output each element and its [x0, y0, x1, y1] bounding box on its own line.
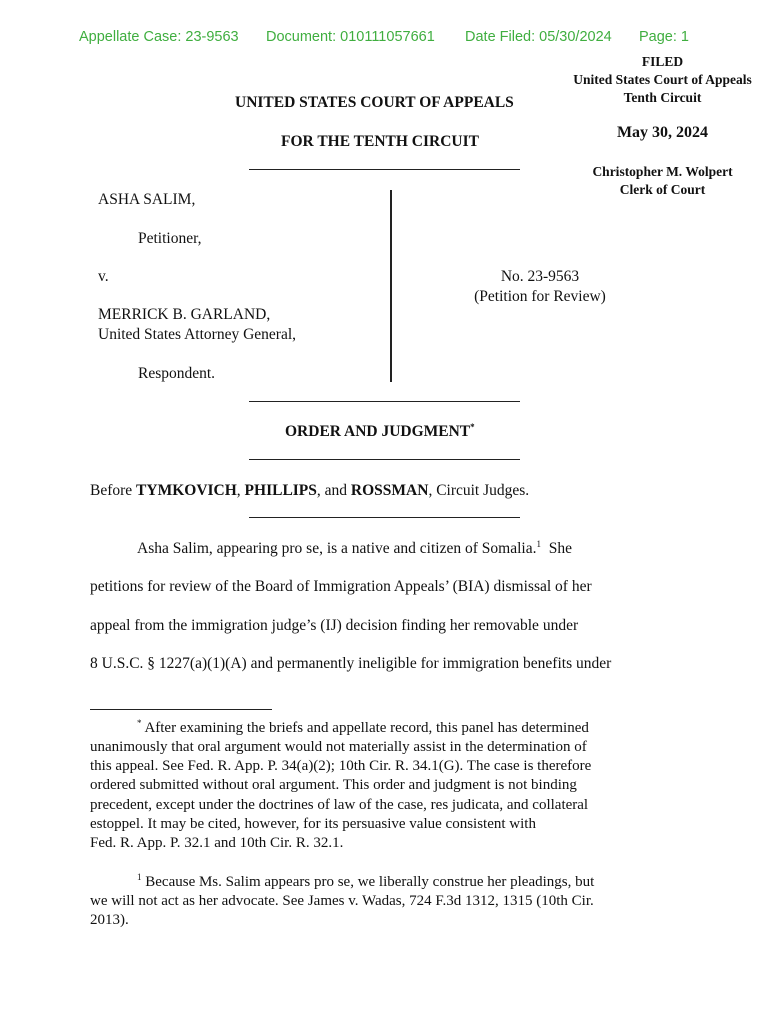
- body-line-1: [137, 540, 572, 558]
- respondent-name: MERRICK B. GARLAND,: [98, 306, 271, 323]
- stamp-court: United States Court of Appeals: [573, 72, 752, 87]
- heading-divider: [249, 169, 520, 170]
- footnote-star-line-4: ordered submitted without oral argument. This order and judgment is not binding: [90, 777, 577, 793]
- clerk-name: Christopher M. Wolpert: [592, 164, 733, 179]
- footnote-star-text-1: After examining the briefs and appellate record, this panel has determined: [144, 720, 589, 736]
- footnote-1-text-1: Because Ms. Salim appears pro se, we liberally construe her pleadings, but: [145, 874, 595, 890]
- footnote-star-mark: *: [137, 718, 142, 728]
- petitioner-name: ASHA SALIM,: [98, 191, 196, 208]
- footnote-star-line-1: [137, 720, 589, 737]
- footnote-star-line-7: Fed. R. App. P. 32.1 and 10th Cir. R. 32.1.: [90, 835, 344, 851]
- footnote-1-line-1: [137, 874, 594, 891]
- panel-after: , Circuit Judges.: [428, 482, 530, 499]
- header-page-number: Page: 1: [639, 29, 689, 45]
- order-title-divider: [249, 459, 520, 460]
- judge-rossman: ROSSMAN: [350, 482, 429, 499]
- body-line-1-tail: She: [540, 540, 572, 557]
- filed-stamp: [555, 53, 770, 107]
- footnote-separator: [90, 709, 272, 710]
- petitioner-role: Petitioner,: [138, 230, 202, 247]
- respondent-role: Respondent.: [138, 365, 216, 382]
- body-line-2: petitions for review of the Board of Immigration Appeals’ (BIA) dismissal of her: [90, 578, 592, 595]
- footnote-1-line-2: we will not act as her advocate. See James v. Wadas, 724 F.3d 1312, 1315 (10th Cir.: [90, 893, 594, 909]
- footnote-star-line-5: precedent, except under the doctrines of law of the case, res judicata, and collateral: [90, 797, 589, 813]
- clerk-title: Clerk of Court: [619, 182, 706, 197]
- stamp-circuit: Tenth Circuit: [623, 90, 702, 105]
- order-title: [285, 423, 475, 441]
- case-number: No. 23-9563: [500, 268, 580, 285]
- header-document-number: Document: 010111057661: [266, 29, 435, 45]
- footnote-1-ref: 1: [536, 538, 541, 549]
- header-case-number: Appellate Case: 23-9563: [79, 29, 239, 45]
- body-line-3: appeal from the immigration judge’s (IJ) decision finding her removable under: [90, 617, 579, 634]
- court-circuit: FOR THE TENTH CIRCUIT: [281, 133, 479, 150]
- footnote-1-mark: 1: [137, 872, 142, 882]
- court-name: UNITED STATES COURT OF APPEALS: [235, 94, 514, 111]
- header-date-filed: Date Filed: 05/30/2024: [465, 29, 612, 45]
- case-type: (Petition for Review): [474, 288, 606, 305]
- panel-line: [90, 482, 529, 500]
- panel-sep-1: ,: [236, 482, 245, 499]
- footnote-star-line-6: estoppel. It may be cited, however, for its persuasive value consistent with: [90, 816, 536, 832]
- filed-date: May 30, 2024: [616, 124, 709, 141]
- caption-divider: [390, 190, 392, 382]
- panel-before: Before: [90, 482, 137, 499]
- panel-divider: [249, 517, 520, 518]
- panel-sep-2: , and: [316, 482, 351, 499]
- body-line-4: 8 U.S.C. § 1227(a)(1)(A) and permanently ineligible for immigration benefits under: [90, 655, 612, 672]
- order-title-footnote-mark: *: [470, 421, 475, 432]
- footnote-1-line-3: 2013).: [90, 912, 129, 928]
- filed-label: FILED: [641, 54, 684, 69]
- caption-bottom-divider: [249, 401, 520, 402]
- footnote-star-line-3: this appeal. See Fed. R. App. P. 34(a)(2); 10th Cir. R. 34.1(G). The case is therefore: [90, 758, 592, 774]
- respondent-title: United States Attorney General,: [98, 326, 297, 343]
- versus-label: v.: [98, 268, 109, 285]
- footnote-star-line-2: unanimously that oral argument would not materially assist in the determination of: [90, 739, 587, 755]
- judge-phillips: PHILLIPS: [244, 482, 317, 499]
- body-line-1-text: Asha Salim, appearing pro se, is a native and citizen of Somalia.: [137, 540, 537, 557]
- judge-tymkovich: TYMKOVICH: [136, 482, 237, 499]
- clerk-block: [555, 163, 770, 199]
- order-title-text: ORDER AND JUDGMENT: [285, 423, 471, 440]
